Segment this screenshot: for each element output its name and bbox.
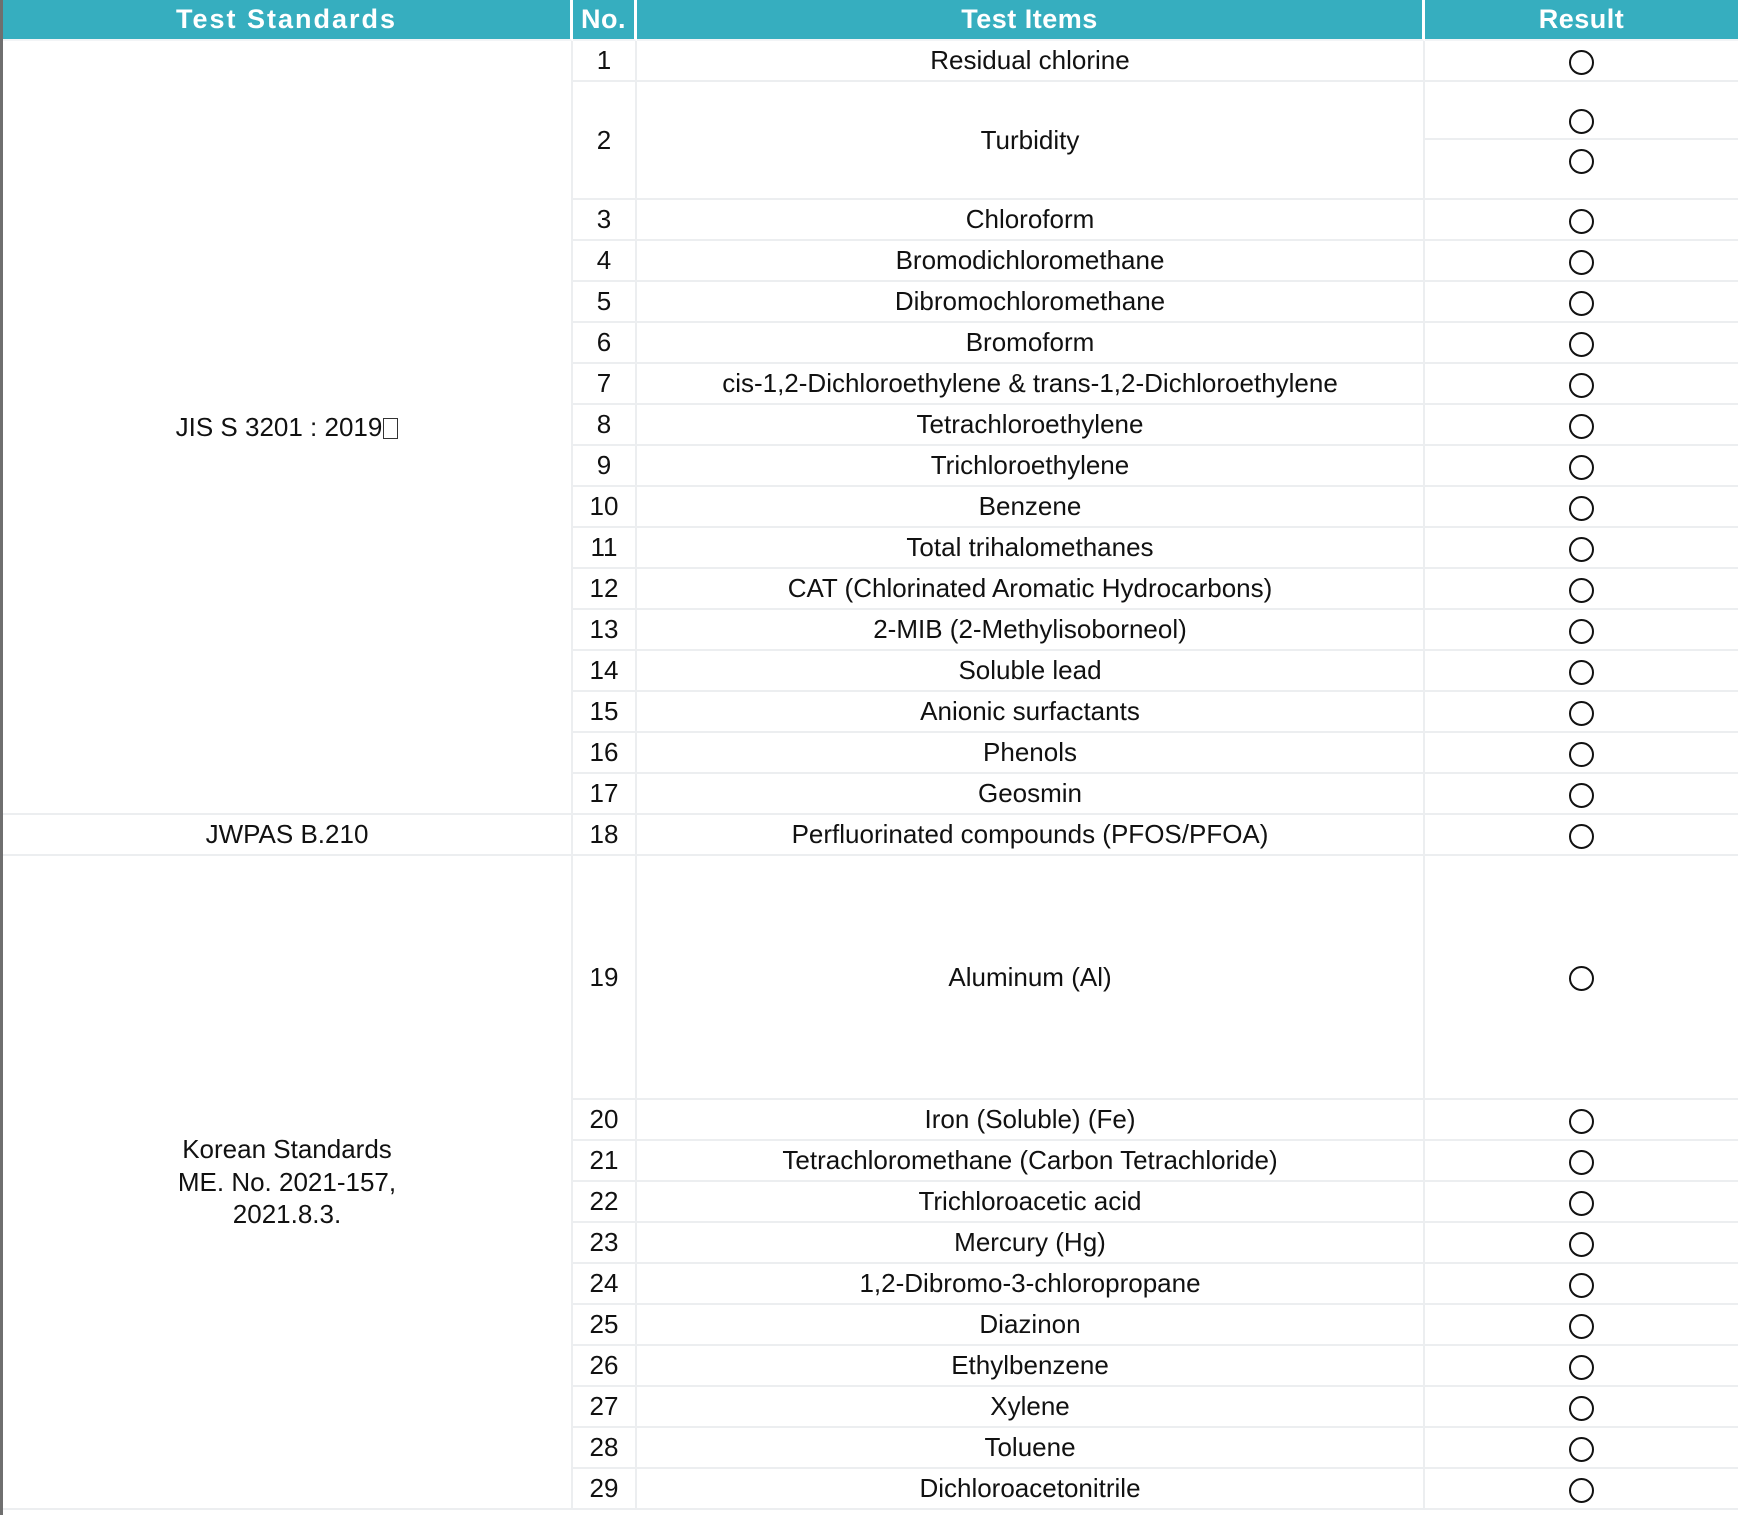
row-number-cell: 9 (573, 446, 637, 487)
row-number-cell: 6 (573, 323, 637, 364)
result-pass-circle-icon (1569, 1232, 1594, 1257)
result-cell (1425, 1223, 1738, 1264)
result-pass-circle-icon (1569, 1396, 1594, 1421)
result-pass-circle-icon (1569, 1150, 1594, 1175)
result-cell (1425, 364, 1738, 405)
result-pass-circle-icon (1569, 1355, 1594, 1380)
result-pass-circle-icon (1569, 537, 1594, 562)
column-header-result: Result (1425, 0, 1738, 41)
result-cell (1425, 1100, 1738, 1141)
result-pass-circle-icon (1569, 291, 1594, 316)
row-number-cell: 12 (573, 569, 637, 610)
row-number-cell: 5 (573, 282, 637, 323)
row-number-cell: 7 (573, 364, 637, 405)
row-number-cell: 11 (573, 528, 637, 569)
result-cell (1425, 446, 1738, 487)
result-cell (1425, 1264, 1738, 1305)
row-number-cell: 26 (573, 1346, 637, 1387)
result-cell (1425, 774, 1738, 815)
table-body (3, 41, 1738, 1510)
row-number-cell: 21 (573, 1141, 637, 1182)
result-pass-circle-icon (1569, 742, 1594, 767)
row-number-cell: 29 (573, 1469, 637, 1510)
result-pass-circle-icon (1569, 209, 1594, 234)
test-item-cell: Diazinon (637, 1305, 1425, 1346)
test-item-cell: Mercury (Hg) (637, 1223, 1425, 1264)
test-item-cell: Tetrachloroethylene (637, 405, 1425, 446)
test-item-cell: Residual chlorine (637, 41, 1425, 82)
result-pass-circle-icon (1569, 1478, 1594, 1503)
test-item-cell: Bromodichloromethane (637, 241, 1425, 282)
result-pass-circle-icon (1569, 250, 1594, 275)
result-pass-circle-icon (1569, 619, 1594, 644)
header-row (3, 0, 1738, 41)
result-cell (1425, 1141, 1738, 1182)
test-item-cell: Phenols (637, 733, 1425, 774)
table-row (3, 41, 1738, 82)
row-number-cell: 23 (573, 1223, 637, 1264)
table-row (3, 856, 1738, 1100)
result-cell (1425, 487, 1738, 528)
result-pass-circle-icon (1569, 455, 1594, 480)
row-number-cell: 20 (573, 1100, 637, 1141)
row-number-cell: 14 (573, 651, 637, 692)
result-cell (1425, 651, 1738, 692)
test-item-cell: Chloroform (637, 200, 1425, 241)
row-number-cell: 15 (573, 692, 637, 733)
result-cell (1425, 323, 1738, 364)
result-cell (1425, 241, 1738, 282)
result-pass-circle-icon (1569, 496, 1594, 521)
test-item-cell: Geosmin (637, 774, 1425, 815)
test-item-cell: Bromoform (637, 323, 1425, 364)
result-pass-circle-icon (1569, 50, 1594, 75)
test-item-cell: Dibromochloromethane (637, 282, 1425, 323)
standard-cell-jwpas: JWPAS B.210 (3, 815, 573, 856)
result-pass-circle-icon (1569, 701, 1594, 726)
test-item-cell: Trichloroacetic acid (637, 1182, 1425, 1223)
test-item-cell: Anionic surfactants (637, 692, 1425, 733)
result-subrow (1425, 101, 1738, 140)
result-pass-circle-icon (1569, 1437, 1594, 1462)
result-cell (1425, 1182, 1738, 1223)
result-cell (1425, 528, 1738, 569)
row-number-cell: 27 (573, 1387, 637, 1428)
row-number-cell: 8 (573, 405, 637, 446)
row-number-cell: 24 (573, 1264, 637, 1305)
result-cell (1425, 692, 1738, 733)
result-cell (1425, 282, 1738, 323)
column-header-no: No. (573, 0, 637, 41)
result-pass-circle-icon (1569, 1191, 1594, 1216)
result-cell (1425, 405, 1738, 446)
result-pass-circle-icon (1569, 1314, 1594, 1339)
result-cell (1425, 200, 1738, 241)
result-split-table (1425, 101, 1738, 179)
test-item-cell: Iron (Soluble) (Fe) (637, 1100, 1425, 1141)
result-cell (1425, 610, 1738, 651)
test-item-cell: Turbidity (637, 82, 1425, 200)
row-number-cell: 3 (573, 200, 637, 241)
standard-cell-korean (3, 856, 573, 1510)
test-item-cell: CAT (Chlorinated Aromatic Hydrocarbons) (637, 569, 1425, 610)
result-pass-circle-icon (1569, 414, 1594, 439)
table-row (3, 815, 1738, 856)
standard-label: JIS S 3201 : 2019 (175, 411, 383, 442)
result-sub-cell (1425, 140, 1738, 179)
result-pass-circle-icon (1569, 660, 1594, 685)
test-item-cell: 2-MIB (2-Methylisoborneol) (637, 610, 1425, 651)
result-subrow (1425, 140, 1738, 179)
test-item-cell: Toluene (637, 1428, 1425, 1469)
result-cell (1425, 1346, 1738, 1387)
row-number-cell: 19 (573, 856, 637, 1100)
result-cell (1425, 856, 1738, 1100)
result-cell (1425, 569, 1738, 610)
row-number-cell: 18 (573, 815, 637, 856)
result-cell (1425, 1428, 1738, 1469)
result-cell (1425, 1469, 1738, 1510)
row-number-cell: 28 (573, 1428, 637, 1469)
result-pass-circle-icon (1569, 578, 1594, 603)
test-item-cell: Total trihalomethanes (637, 528, 1425, 569)
result-pass-circle-icon (1569, 966, 1594, 991)
test-item-cell: 1,2-Dibromo-3-chloropropane (637, 1264, 1425, 1305)
row-number-cell: 22 (573, 1182, 637, 1223)
test-item-cell: Ethylbenzene (637, 1346, 1425, 1387)
test-item-cell: cis-1,2-Dichloroethylene & trans-1,2-Dichloroethylene (637, 364, 1425, 405)
result-pass-circle-icon (1569, 824, 1594, 849)
row-number-cell: 2 (573, 82, 637, 200)
result-cell (1425, 815, 1738, 856)
result-cell (1425, 82, 1738, 200)
result-cell (1425, 1305, 1738, 1346)
standard-label-line-1: Korean Standards (182, 1134, 392, 1165)
row-number-cell: 10 (573, 487, 637, 528)
test-item-cell: Tetrachloromethane (Carbon Tetrachloride) (637, 1141, 1425, 1182)
standard-label-line-2: ME. No. 2021-157, (177, 1166, 397, 1197)
row-number-cell: 4 (573, 241, 637, 282)
table-header (3, 0, 1738, 41)
test-item-cell: Xylene (637, 1387, 1425, 1428)
test-item-cell: Trichloroethylene (637, 446, 1425, 487)
row-number-cell: 13 (573, 610, 637, 651)
column-header-test-items: Test Items (637, 0, 1425, 41)
row-number-cell: 25 (573, 1305, 637, 1346)
result-pass-circle-icon (1569, 1273, 1594, 1298)
missing-glyph-box-icon (383, 418, 398, 439)
test-item-cell: Dichloroacetonitrile (637, 1469, 1425, 1510)
result-pass-circle-icon (1569, 332, 1594, 357)
result-cell (1425, 733, 1738, 774)
row-number-cell: 17 (573, 774, 637, 815)
result-pass-circle-icon (1569, 109, 1594, 134)
standard-label-line-3: 2021.8.3. (232, 1199, 342, 1230)
result-pass-circle-icon (1569, 783, 1594, 808)
test-item-cell: Perfluorinated compounds (PFOS/PFOA) (637, 815, 1425, 856)
result-pass-circle-icon (1569, 373, 1594, 398)
row-number-cell: 1 (573, 41, 637, 82)
result-sub-cell (1425, 101, 1738, 140)
test-item-cell: Benzene (637, 487, 1425, 528)
column-header-test-standards: Test Standards (3, 0, 573, 41)
test-item-cell: Soluble lead (637, 651, 1425, 692)
standard-cell-jis (3, 41, 573, 815)
result-cell (1425, 1387, 1738, 1428)
row-number-cell: 16 (573, 733, 637, 774)
result-cell (1425, 41, 1738, 82)
test-standards-table (3, 0, 1738, 1510)
result-pass-circle-icon (1569, 149, 1594, 174)
result-pass-circle-icon (1569, 1109, 1594, 1134)
test-item-cell: Aluminum (Al) (637, 856, 1425, 1100)
